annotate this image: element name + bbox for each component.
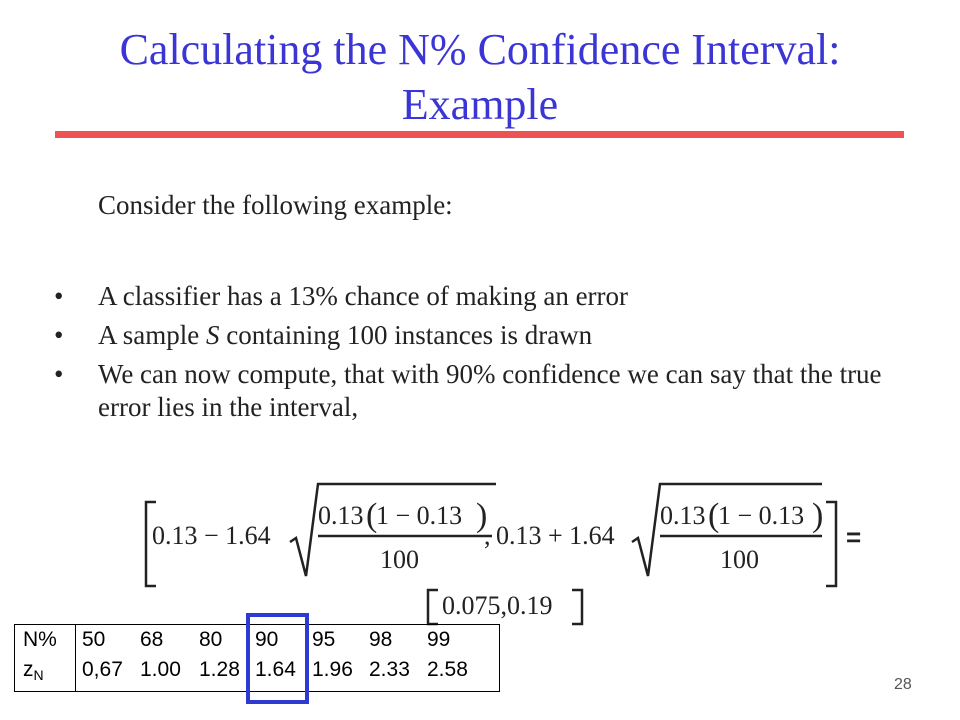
n-value-cell: 95 — [312, 628, 336, 651]
page-number: 28 — [894, 676, 912, 693]
right-bracket — [826, 502, 836, 586]
bullet-icon: • — [54, 281, 64, 311]
confidence-interval-formula — [140, 480, 880, 630]
bullet-icon: • — [54, 320, 64, 350]
bullet-item — [54, 319, 934, 352]
z-value-cell: 1.96 — [312, 658, 353, 681]
z-value-cell: 2.58 — [427, 658, 468, 681]
numerator-2-a: 0.13 — [660, 501, 706, 530]
bullet-text: We can now compute, that with 90% confidence we can say that the true error lies in the interval, — [98, 359, 882, 422]
numerator-1-a: 0.13 — [318, 501, 364, 530]
n-value-cell: 98 — [369, 628, 393, 651]
n-value-cell: 68 — [140, 628, 164, 651]
z-value-cell: 1.28 — [199, 658, 240, 681]
bullet-text: A sample — [98, 320, 206, 350]
paren-open-2: ( — [708, 497, 720, 534]
bullet-icon: • — [54, 359, 64, 389]
bullet-italic-var: S — [206, 320, 220, 350]
denominator-2: 100 — [720, 545, 759, 574]
intro-text: Consider the following example: — [98, 190, 453, 220]
formula-equals: = — [846, 522, 862, 552]
upper-bound-base: 0.13 + 1.64 — [496, 521, 615, 550]
result-right-bracket — [572, 590, 582, 624]
denominator-1: 100 — [380, 545, 419, 574]
title-line-1: Calculating the N% Confidence Interval: — [119, 25, 841, 74]
n-value-cell: 50 — [82, 628, 106, 651]
bullet-text: A classifier has a 13% chance of making an error — [98, 281, 629, 311]
n-percent-label: N% — [23, 628, 57, 651]
n-value-cell: 80 — [199, 628, 223, 651]
numerator-1-b: 1 − 0.13 — [376, 501, 463, 530]
paren-close-1: ) — [476, 497, 488, 534]
z-table-label-column — [15, 625, 76, 691]
paren-open-1: ( — [366, 497, 378, 534]
z-value-cell: 0,67 — [82, 658, 123, 681]
z-label: $z_N$ — [23, 658, 44, 683]
paren-close-2: ) — [812, 497, 824, 534]
bullet-item — [54, 280, 934, 313]
bullet-list — [54, 280, 934, 430]
n-value-cell-highlighted: 90 — [255, 628, 279, 651]
n-value-cell: 99 — [427, 628, 451, 651]
z-value-cell-highlighted: 1.64 — [255, 658, 296, 681]
slide-title — [30, 22, 930, 132]
formula-result: 0.075,0.19 — [442, 591, 553, 620]
z-label-subscript: N — [33, 667, 44, 683]
z-value-cell: 1.00 — [140, 658, 181, 681]
lower-bound-base: 0.13 − 1.64 — [152, 521, 271, 550]
formula-separator: , — [484, 521, 491, 550]
bullet-text-suffix: containing 100 instances is drawn — [219, 320, 593, 350]
title-line-2: Example — [401, 80, 559, 129]
title-underline — [55, 131, 904, 138]
result-left-bracket — [428, 590, 438, 624]
numerator-2-b: 1 − 0.13 — [718, 501, 805, 530]
bullet-item — [54, 358, 934, 424]
highlight-box-90 — [246, 613, 309, 704]
z-value-cell: 2.33 — [369, 658, 410, 681]
